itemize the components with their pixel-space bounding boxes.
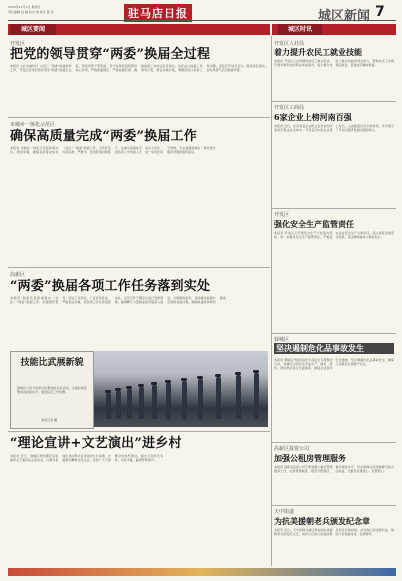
- article-headline: 加强公租房管理服务: [274, 453, 346, 463]
- divider: [272, 333, 396, 334]
- article-headline: 6家企业上榜河南百强: [274, 112, 352, 122]
- divider: [8, 267, 270, 268]
- article-kicker: 开发区人社局: [274, 41, 305, 47]
- newspaper-logo: 驻马店日报: [124, 4, 192, 22]
- article-body: 本报讯 为扎实做好村（社区）“两委”换届选举工作，开发区把党的领导贯穿“两委”换届全过程，坚持党管干部原则，充分发挥党组织领导核心作用，严格换届程序，严肃换届纪律，确保换届工作依法有序进行。该区成立换届工作领导小组，制定实施方案，明确目标任务和工作步骤，层层召开动员会议，强化责任落实，营造风清气正的换届环境。: [10, 64, 268, 73]
- article-kicker: 驿城区: [274, 337, 290, 343]
- header-rule: [8, 20, 396, 21]
- column-divider: [271, 36, 272, 566]
- poster-credit: 本报记者 摄: [41, 418, 57, 422]
- article-body: 本报讯 近日，天中街道为辖区健在的抗美援朝老兵颁发纪念章，向老兵们致以崇高的敬意和亲切的问候，并为他们送去慰问品，勉励大家保重身体，安享晚年。: [274, 528, 394, 537]
- article-body: 本报讯 近日，驿城区组织理论宣讲团和文艺演出队走进乡村，以群众喜闻乐见的形式宣讲党的方针政策，丰富群众精神文化生活，受到广大干部群众的热烈欢迎。演出节目形式多样，内容丰富，赢得阵阵掌声。: [10, 454, 164, 463]
- officers-photo: [94, 351, 268, 427]
- divider: [272, 101, 396, 102]
- right-section-tab: 城区时讯: [278, 24, 322, 35]
- article-body: 本报讯 高新区投资公司不断加强公租房管理服务工作，完善管理制度，规范分配程序，提升服务水平，切实保障住房困难群众的合法权益，让群众住得放心、住得舒心。: [274, 465, 394, 474]
- article-headline: “理论宣讲+文艺演出”进乡村: [10, 436, 182, 451]
- poster-title: 技能比武展新貌: [20, 358, 84, 368]
- article-kicker: 市城乡一体化示范区: [10, 122, 56, 128]
- article-body: 本报讯 开发区以开展安全生产大检查为契机，进一步强化安全生产监管责任，严格落实企业安全生产主体责任，深入排查各类安全隐患，坚决遏制重特大事故发生。: [274, 231, 394, 240]
- article-kicker: 开发区工商局: [274, 105, 305, 111]
- article-headline: 确保高质量完成“两委”换届工作: [10, 129, 197, 144]
- article-body: 本报讯 近日，在河南省企业联合会发布的河南省百强企业名单中，开发区有6家企业榜上有名，入选数量位居全市前列，充分展示了开发区经济发展的强劲势头。: [274, 124, 394, 133]
- article-kicker: 开发区: [274, 212, 290, 218]
- divider: [8, 431, 270, 432]
- left-section-tab: 城区要闻: [10, 24, 56, 35]
- divider: [272, 505, 396, 506]
- article-body: 本报讯 市城乡一体化示范区积极动员，周密部署，确保高质量完成村（社区）“两委”换届工作。示范区坚持高标准、严要求，选优配强村级班子，注重从致富能手、返乡大学生、退伍军人中选拔人才，进一步优化班子结构，为全面推进城乡一体化建设提供坚强的组织保证。: [10, 146, 216, 155]
- issue-date: 2014年11月2日 星期日: [8, 5, 41, 9]
- article-headline: 着力提升农民工就业技能: [274, 47, 362, 57]
- article-kicker: 高新区: [10, 272, 26, 278]
- article-kicker: 高新区投资公司: [274, 446, 310, 452]
- divider: [8, 117, 270, 118]
- article-body: 本报讯 驿城区开展危险化学品安全专项整治行动，对辖区内危险化学品生产、储存、经营、使用单位进行全面排查，督促企业落实安全措施，坚决遏制危化品事故发生，确保人民群众生命财产安全。: [274, 358, 394, 371]
- article-body: 本报讯 开发区人社局围绕农民工就业需求，开展多种形式的职业技能培训，着力提升农民工就业技能和创业能力，帮助农民工实现稳定就业，促进农民增收致富。: [274, 59, 394, 68]
- article-body: 本报讯 高新区高度重视村（社区）“两委”换届工作，加强组织领导，落实工作责任，广泛宣传发动，严格依法办事，把各项工作任务落到实处。该区召开专题会议进行安排部署，抽调精干力量组成指导组深入基层，全程跟踪指导，及时解决换届中出现的各类问题，确保换届选举顺利推进。: [10, 296, 229, 305]
- section-title: 城区新闻: [318, 9, 371, 24]
- article-kicker: 天中街道: [274, 509, 295, 515]
- article-headline: “两委”换届各项工作任务落到实处: [10, 279, 211, 294]
- divider: [272, 442, 396, 443]
- footer-ad-strip: [8, 568, 396, 576]
- poster-caption: 驿城区公安分局举行民警技能比武活动，全面检验民警实战技能水平，激发队伍工作热情。: [17, 386, 87, 395]
- article-headline: 为抗美援朝老兵颁发纪念章: [274, 516, 370, 526]
- article-headline: 强化安全生产监管责任: [274, 219, 354, 229]
- article-headline: 把党的领导贯穿“两委”换届全过程: [10, 47, 211, 62]
- article-headline: 坚决遏制危化品事故发生: [276, 343, 364, 353]
- photo-feature-poster: [10, 351, 94, 429]
- page-number: 7: [375, 4, 385, 20]
- editor-credits: 责任编辑 赵 越 校对 梅 版式 陈 杰: [8, 10, 54, 14]
- divider: [272, 208, 396, 209]
- article-kicker: 开发区: [10, 41, 26, 47]
